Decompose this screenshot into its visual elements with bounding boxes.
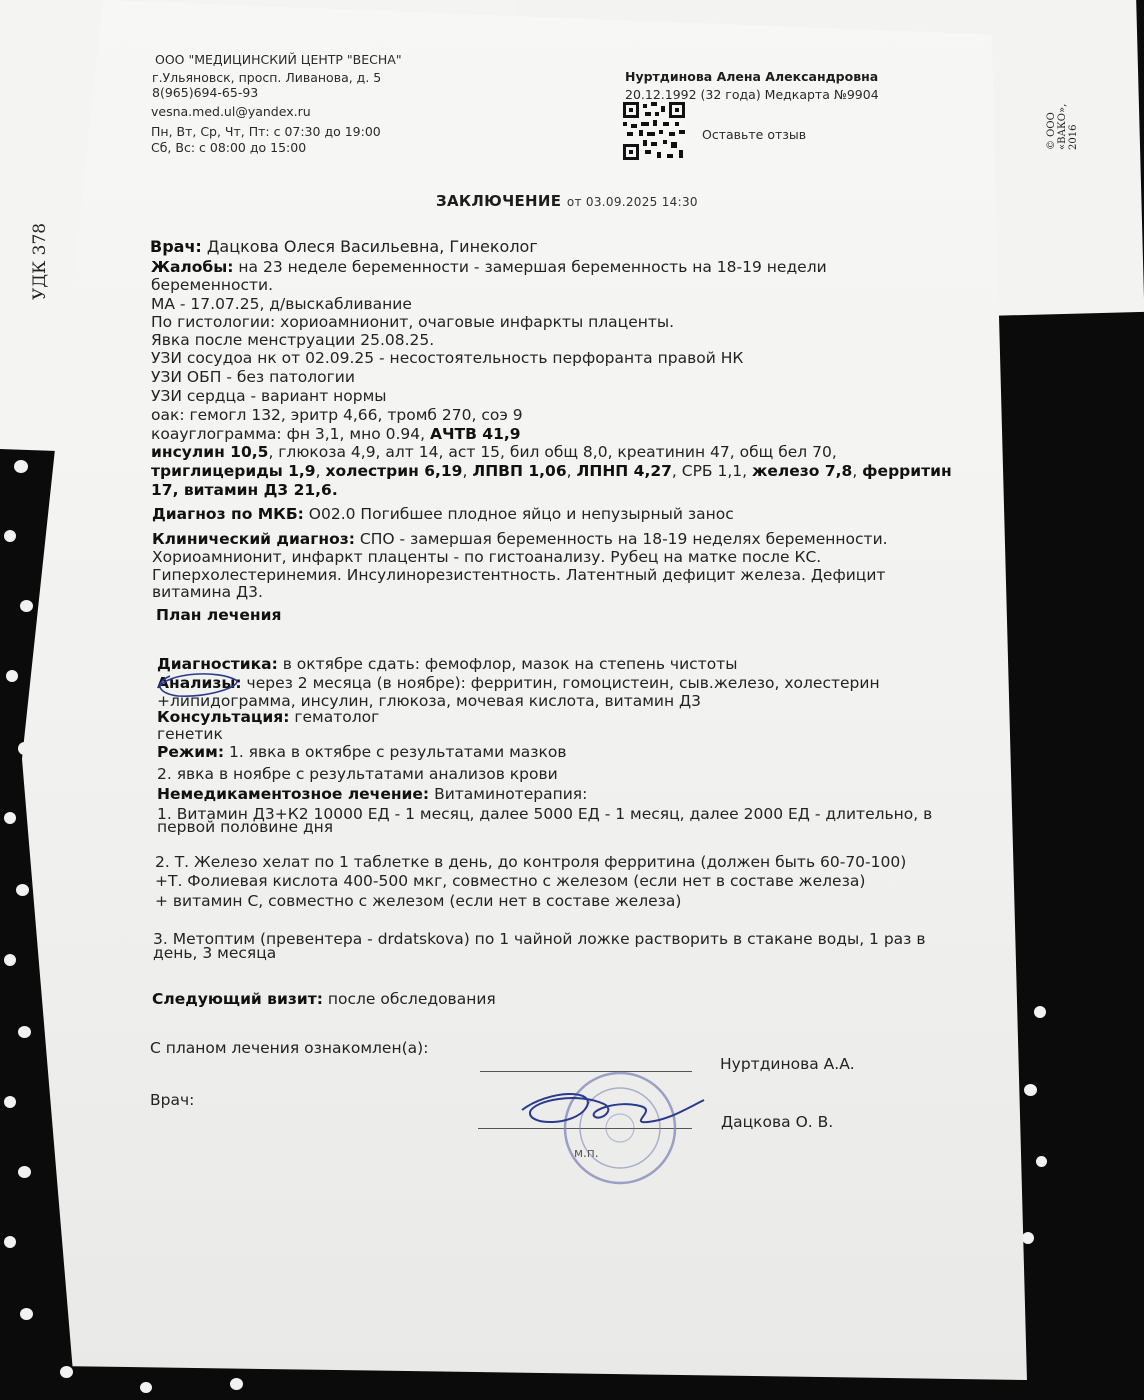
lab-coag-text: коауглограмма: фн 3,1, мно 0.94, [151, 425, 430, 443]
regime-line [157, 743, 567, 761]
analyses-value: через 2 месяца (в ноябре): ферритин, гомоцистеин, сыв.железо, холестерин [246, 674, 880, 692]
history-visit: Явка после менструации 25.08.25. [151, 331, 435, 349]
lab-insulin-value: инсулин 10,5 [151, 443, 269, 461]
document-title [436, 192, 698, 210]
patient-dob-card: 20.12.1992 (32 года) Медкарта №9904 [625, 87, 879, 102]
consultation-value: гематолог [294, 708, 380, 726]
clinic-email: vesna.med.ul@yandex.ru [151, 104, 311, 119]
history-uzi-obp: УЗИ ОБП - без патологии [151, 368, 355, 386]
nonmed-value: Витаминотерапия: [434, 785, 588, 803]
clinic-address: г.Ульяновск, просп. Ливанова, д. 5 [152, 70, 382, 85]
history-uzi-vessels: УЗИ сосудоа нк от 02.09.25 - несостоятельность перфоранта правой НК [151, 349, 744, 367]
diagnostics-label: Диагностика: [157, 655, 278, 673]
clinic-hours-weekdays: Пн, Вт, Ср, Чт, Пт: с 07:30 до 19:00 [151, 124, 381, 139]
lab-hdl: ЛПВП 1,06 [472, 462, 567, 480]
doctor-sign-label: Врач: [150, 1091, 195, 1109]
title-text: ЗАКЛЮЧЕНИЕ [436, 192, 562, 210]
regime-value: 1. явка в октябре с результатами мазков [228, 743, 567, 761]
nonmed-line [157, 785, 587, 803]
mkb-label: Диагноз по МКБ: [152, 505, 304, 523]
next-visit-line [152, 990, 496, 1008]
doctor-sign-name: Дацкова О. В. [721, 1113, 834, 1131]
underlying-doc-text: УДК 378 [30, 222, 50, 300]
metoptim-line: 3. Метоптим (превентера - drdatskova) по 1 чайной ложке растворить в стакане воды, 1 раз в [153, 930, 926, 948]
diagnostics-value: в октябре сдать: фемофлор, мазок на степень чистоты [282, 655, 738, 673]
patient-name: Нуртдинова Алена Александровна [625, 69, 879, 84]
doctor-label: Врач: [150, 237, 202, 256]
analyses-line-2: +липидограмма, инсулин, глюкоза, мочевая кислота, витамин Д3 [157, 692, 702, 710]
lab-sep: , [566, 462, 577, 480]
analyses-line [157, 674, 880, 692]
ack-name: Нуртдинова А.А. [720, 1055, 855, 1073]
lab-coag [151, 425, 521, 443]
clinical-diagnosis-value: СПО - замершая беременность на 18-19 неделях беременности. [359, 530, 888, 548]
mkb-line [152, 505, 734, 523]
clinic-phone: 8(965)694-65-93 [152, 85, 259, 100]
folic-line: +Т. Фолиевая кислота 400-500 мкг, совместно с железом (если нет в составе железа) [155, 872, 866, 890]
next-visit-value: после обследования [327, 990, 496, 1008]
regime-line-2: 2. явка в ноябре с результатами анализов крови [157, 765, 558, 783]
diagnostics-line [157, 655, 737, 673]
metoptim-line-2: день, 3 месяца [153, 944, 277, 962]
iron-line: 2. Т. Железо хелат по 1 таблетке в день, до контроля ферритина (должен быть 60-70-100) [155, 853, 907, 871]
clinical-diagnosis-line [152, 530, 888, 548]
clinical-diagnosis-l4: витамина Д3. [152, 583, 263, 601]
lab-ferritin-label: ферритин [862, 462, 952, 480]
lab-insulin [151, 443, 837, 461]
title-date: от 03.09.2025 14:30 [566, 195, 698, 209]
doctor-signature [508, 1070, 708, 1140]
lab-chol: холестрин 6,19 [325, 462, 463, 480]
stamp-mp: м.п. [574, 1146, 599, 1160]
lab-insulin-rest: , глюкоза 4,9, алт 14, аст 15, бил общ 8,0, креатинин 47, общ бел 70, [268, 443, 837, 461]
complaints-value: на 23 неделе беременности - замершая беременность на 18-19 недели [238, 258, 827, 276]
ack-label: С планом лечения ознакомлен(а): [150, 1039, 429, 1057]
doctor-value: Дацкова Олеся Васильевна, Гинеколог [206, 237, 538, 256]
lab-ferritin-vitd: 17, витамин Д3 21,6. [151, 481, 338, 499]
clinical-diagnosis-label: Клинический диагноз: [152, 530, 355, 548]
lab-crp: , СРБ 1,1, [671, 462, 752, 480]
lab-trig: триглицериды 1,9 [151, 462, 316, 480]
consultation-line [157, 708, 379, 726]
lab-sep: , [462, 462, 473, 480]
regime-label: Режим: [157, 743, 225, 761]
qr-code-icon [623, 102, 685, 160]
lab-lipids [151, 462, 952, 480]
complaints-line-2: беременности. [151, 276, 274, 294]
clinic-hours-weekend: Сб, Вс: с 08:00 до 15:00 [151, 140, 307, 155]
vitamin-d-line: 1. Витамин Д3+К2 10000 ЕД - 1 месяц, далее 5000 ЕД - 1 месяц, далее 2000 ЕД - длительно, в [157, 805, 933, 823]
mkb-value: O02.0 Погибшее плодное яйцо и непузырный занос [308, 505, 734, 523]
lab-sep: , [315, 462, 326, 480]
vitamin-d-line-2: первой половине дня [157, 818, 334, 836]
vitamin-c-line: + витамин С, совместно с железом (если нет в составе железа) [155, 892, 682, 910]
next-visit-label: Следующий визит: [152, 990, 323, 1008]
feedback-link[interactable]: Оставьте отзыв [702, 127, 807, 142]
side-copyright: © ООО «ВАКО», 2016 [1046, 103, 1079, 150]
lab-coag-achtv: АЧТВ 41,9 [430, 425, 521, 443]
lab-iron: железо 7,8 [752, 462, 853, 480]
lab-ldl: ЛПНП 4,27 [576, 462, 672, 480]
history-ma: МА - 17.07.25, д/выскабливание [151, 295, 412, 313]
consultation-line-2: генетик [157, 725, 223, 743]
doctor-line [150, 237, 538, 256]
complaints-line [151, 258, 827, 276]
complaints-label: Жалобы: [151, 258, 234, 276]
lab-sep: , [852, 462, 863, 480]
consultation-label: Консультация: [157, 708, 290, 726]
clinical-diagnosis-l3: Гиперхолестеринемия. Инсулинорезистентность. Латентный дефицит железа. Дефицит [152, 566, 886, 584]
history-histology: По гистологии: хориоамнионит, очаговые инфаркты плаценты. [151, 313, 675, 331]
lab-oak: оак: гемогл 132, эритр 4,66, тромб 270, соэ 9 [151, 406, 523, 424]
clinical-diagnosis-l2: Хориоамнионит, инфаркт плаценты - по гистоанализу. Рубец на матке после КС. [152, 548, 822, 566]
clinic-name: ООО "МЕДИЦИНСКИЙ ЦЕНТР "ВЕСНА" [155, 52, 402, 67]
plan-heading: План лечения [156, 606, 282, 624]
history-uzi-heart: УЗИ сердца - вариант нормы [151, 387, 387, 405]
analyses-label: Анализы: [157, 674, 242, 692]
nonmed-label: Немедикаментозное лечение: [157, 785, 430, 803]
